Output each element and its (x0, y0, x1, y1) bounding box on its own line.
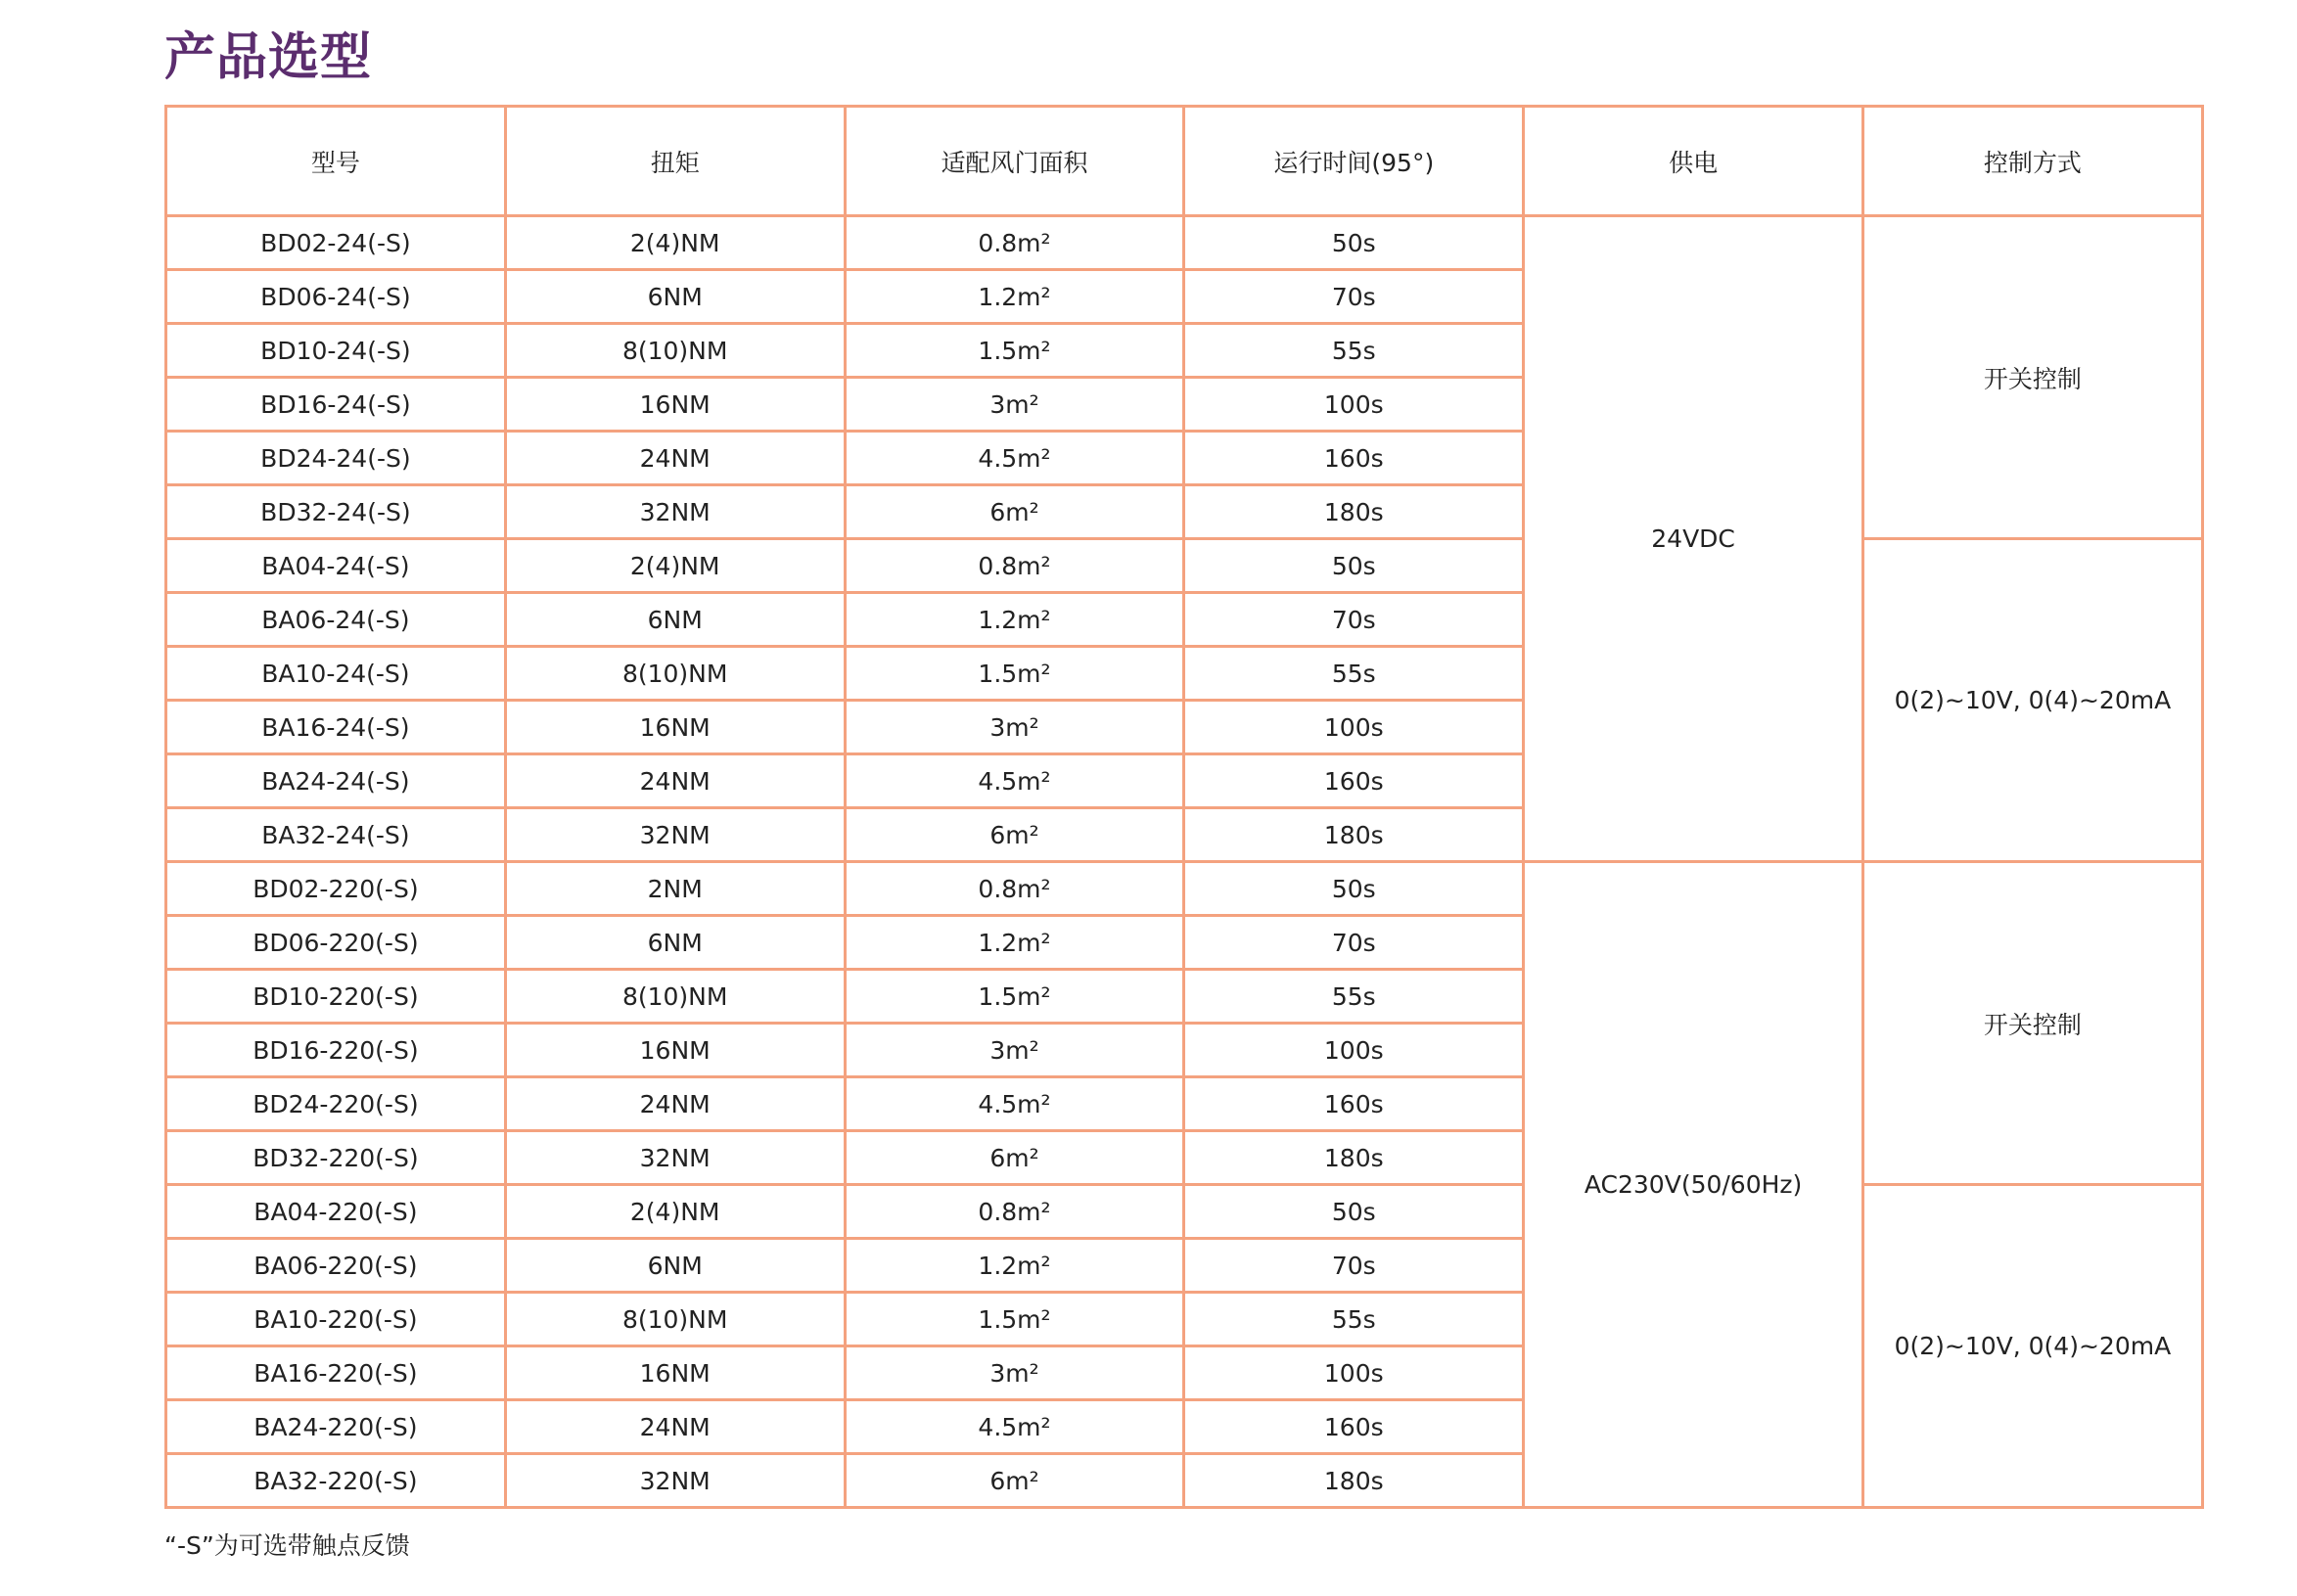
damper-area-cell: 1.2m² (845, 270, 1184, 324)
torque-cell: 32NM (505, 1131, 845, 1185)
model-cell: BD06-220(-S) (166, 916, 506, 970)
damper-area-cell: 1.5m² (845, 324, 1184, 378)
torque-cell: 2(4)NM (505, 539, 845, 593)
torque-cell: 24NM (505, 1400, 845, 1454)
damper-area-cell: 0.8m² (845, 216, 1184, 270)
torque-cell: 8(10)NM (505, 1293, 845, 1346)
header-cell-torque: 扭矩 (505, 107, 845, 216)
run-time-cell: 100s (1184, 1024, 1524, 1077)
torque-cell: 16NM (505, 701, 845, 754)
torque-cell: 2NM (505, 862, 845, 916)
damper-area-cell: 4.5m² (845, 1400, 1184, 1454)
run-time-cell: 160s (1184, 1400, 1524, 1454)
model-cell: BD02-24(-S) (166, 216, 506, 270)
model-cell: BA06-24(-S) (166, 593, 506, 647)
model-cell: BA10-220(-S) (166, 1293, 506, 1346)
run-time-cell: 100s (1184, 701, 1524, 754)
damper-area-cell: 6m² (845, 1454, 1184, 1508)
damper-area-cell: 1.5m² (845, 970, 1184, 1024)
damper-area-cell: 1.2m² (845, 916, 1184, 970)
model-cell: BD06-24(-S) (166, 270, 506, 324)
torque-cell: 8(10)NM (505, 324, 845, 378)
table-row (166, 216, 2203, 270)
model-cell: BD32-220(-S) (166, 1131, 506, 1185)
run-time-cell: 180s (1184, 1131, 1524, 1185)
damper-area-cell: 1.5m² (845, 1293, 1184, 1346)
torque-cell: 6NM (505, 593, 845, 647)
torque-cell: 24NM (505, 1077, 845, 1131)
run-time-cell: 160s (1184, 432, 1524, 485)
model-cell: BA16-220(-S) (166, 1346, 506, 1400)
torque-cell: 8(10)NM (505, 647, 845, 701)
damper-area-cell: 0.8m² (845, 1185, 1184, 1239)
run-time-cell: 50s (1184, 862, 1524, 916)
model-cell: BA10-24(-S) (166, 647, 506, 701)
torque-cell: 32NM (505, 808, 845, 862)
run-time-cell: 50s (1184, 1185, 1524, 1239)
damper-area-cell: 6m² (845, 808, 1184, 862)
model-cell: BD32-24(-S) (166, 485, 506, 539)
run-time-cell: 100s (1184, 378, 1524, 432)
model-cell: BA24-24(-S) (166, 754, 506, 808)
torque-cell: 32NM (505, 485, 845, 539)
model-cell: BA24-220(-S) (166, 1400, 506, 1454)
damper-area-cell: 4.5m² (845, 1077, 1184, 1131)
damper-area-cell: 0.8m² (845, 862, 1184, 916)
page-title: 产品选型 (164, 28, 373, 87)
run-time-cell: 70s (1184, 270, 1524, 324)
model-cell: BD24-220(-S) (166, 1077, 506, 1131)
damper-area-cell: 3m² (845, 701, 1184, 754)
run-time-cell: 180s (1184, 808, 1524, 862)
table-row (166, 862, 2203, 916)
footnote: “-S”为可选带触点反馈 (164, 1531, 410, 1560)
torque-cell: 16NM (505, 1024, 845, 1077)
model-cell: BD24-24(-S) (166, 432, 506, 485)
model-cell: BD16-24(-S) (166, 378, 506, 432)
run-time-cell: 55s (1184, 647, 1524, 701)
damper-area-cell: 3m² (845, 378, 1184, 432)
damper-area-cell: 1.2m² (845, 1239, 1184, 1293)
run-time-cell: 70s (1184, 593, 1524, 647)
model-cell: BD16-220(-S) (166, 1024, 506, 1077)
control-mode-cell: 0(2)~10V, 0(4)~20mA (1862, 539, 2202, 862)
torque-cell: 8(10)NM (505, 970, 845, 1024)
header-cell-damper-area: 适配风门面积 (845, 107, 1184, 216)
run-time-cell: 55s (1184, 1293, 1524, 1346)
torque-cell: 6NM (505, 270, 845, 324)
run-time-cell: 55s (1184, 970, 1524, 1024)
power-supply-cell: 24VDC (1524, 216, 1863, 862)
model-cell: BA32-220(-S) (166, 1454, 506, 1508)
run-time-cell: 180s (1184, 1454, 1524, 1508)
damper-area-cell: 4.5m² (845, 754, 1184, 808)
header-cell-power-supply: 供电 (1524, 107, 1863, 216)
model-cell: BA06-220(-S) (166, 1239, 506, 1293)
model-cell: BA32-24(-S) (166, 808, 506, 862)
run-time-cell: 180s (1184, 485, 1524, 539)
header-cell-model: 型号 (166, 107, 506, 216)
damper-area-cell: 6m² (845, 485, 1184, 539)
power-supply-cell: AC230V(50/60Hz) (1524, 862, 1863, 1508)
run-time-cell: 160s (1184, 1077, 1524, 1131)
torque-cell: 16NM (505, 378, 845, 432)
model-cell: BA04-220(-S) (166, 1185, 506, 1239)
table-row (166, 539, 2203, 593)
run-time-cell: 160s (1184, 754, 1524, 808)
table-row (166, 1185, 2203, 1239)
header-cell-control-mode: 控制方式 (1862, 107, 2202, 216)
run-time-cell: 70s (1184, 1239, 1524, 1293)
torque-cell: 32NM (505, 1454, 845, 1508)
torque-cell: 2(4)NM (505, 216, 845, 270)
torque-cell: 6NM (505, 1239, 845, 1293)
run-time-cell: 70s (1184, 916, 1524, 970)
torque-cell: 16NM (505, 1346, 845, 1400)
table-body (166, 216, 2203, 1508)
header-row (166, 107, 2203, 216)
damper-area-cell: 4.5m² (845, 432, 1184, 485)
run-time-cell: 55s (1184, 324, 1524, 378)
torque-cell: 6NM (505, 916, 845, 970)
damper-area-cell: 1.5m² (845, 647, 1184, 701)
model-cell: BA16-24(-S) (166, 701, 506, 754)
control-mode-cell: 开关控制 (1862, 862, 2202, 1185)
damper-area-cell: 3m² (845, 1346, 1184, 1400)
damper-area-cell: 1.2m² (845, 593, 1184, 647)
product-selection-table (164, 105, 2204, 1509)
torque-cell: 24NM (505, 754, 845, 808)
model-cell: BD02-220(-S) (166, 862, 506, 916)
model-cell: BD10-220(-S) (166, 970, 506, 1024)
model-cell: BD10-24(-S) (166, 324, 506, 378)
header-cell-run-time: 运行时间(95°) (1184, 107, 1524, 216)
model-cell: BA04-24(-S) (166, 539, 506, 593)
run-time-cell: 50s (1184, 539, 1524, 593)
table-header (166, 107, 2203, 216)
run-time-cell: 50s (1184, 216, 1524, 270)
damper-area-cell: 6m² (845, 1131, 1184, 1185)
torque-cell: 24NM (505, 432, 845, 485)
damper-area-cell: 0.8m² (845, 539, 1184, 593)
run-time-cell: 100s (1184, 1346, 1524, 1400)
control-mode-cell: 0(2)~10V, 0(4)~20mA (1862, 1185, 2202, 1508)
torque-cell: 2(4)NM (505, 1185, 845, 1239)
control-mode-cell: 开关控制 (1862, 216, 2202, 539)
damper-area-cell: 3m² (845, 1024, 1184, 1077)
